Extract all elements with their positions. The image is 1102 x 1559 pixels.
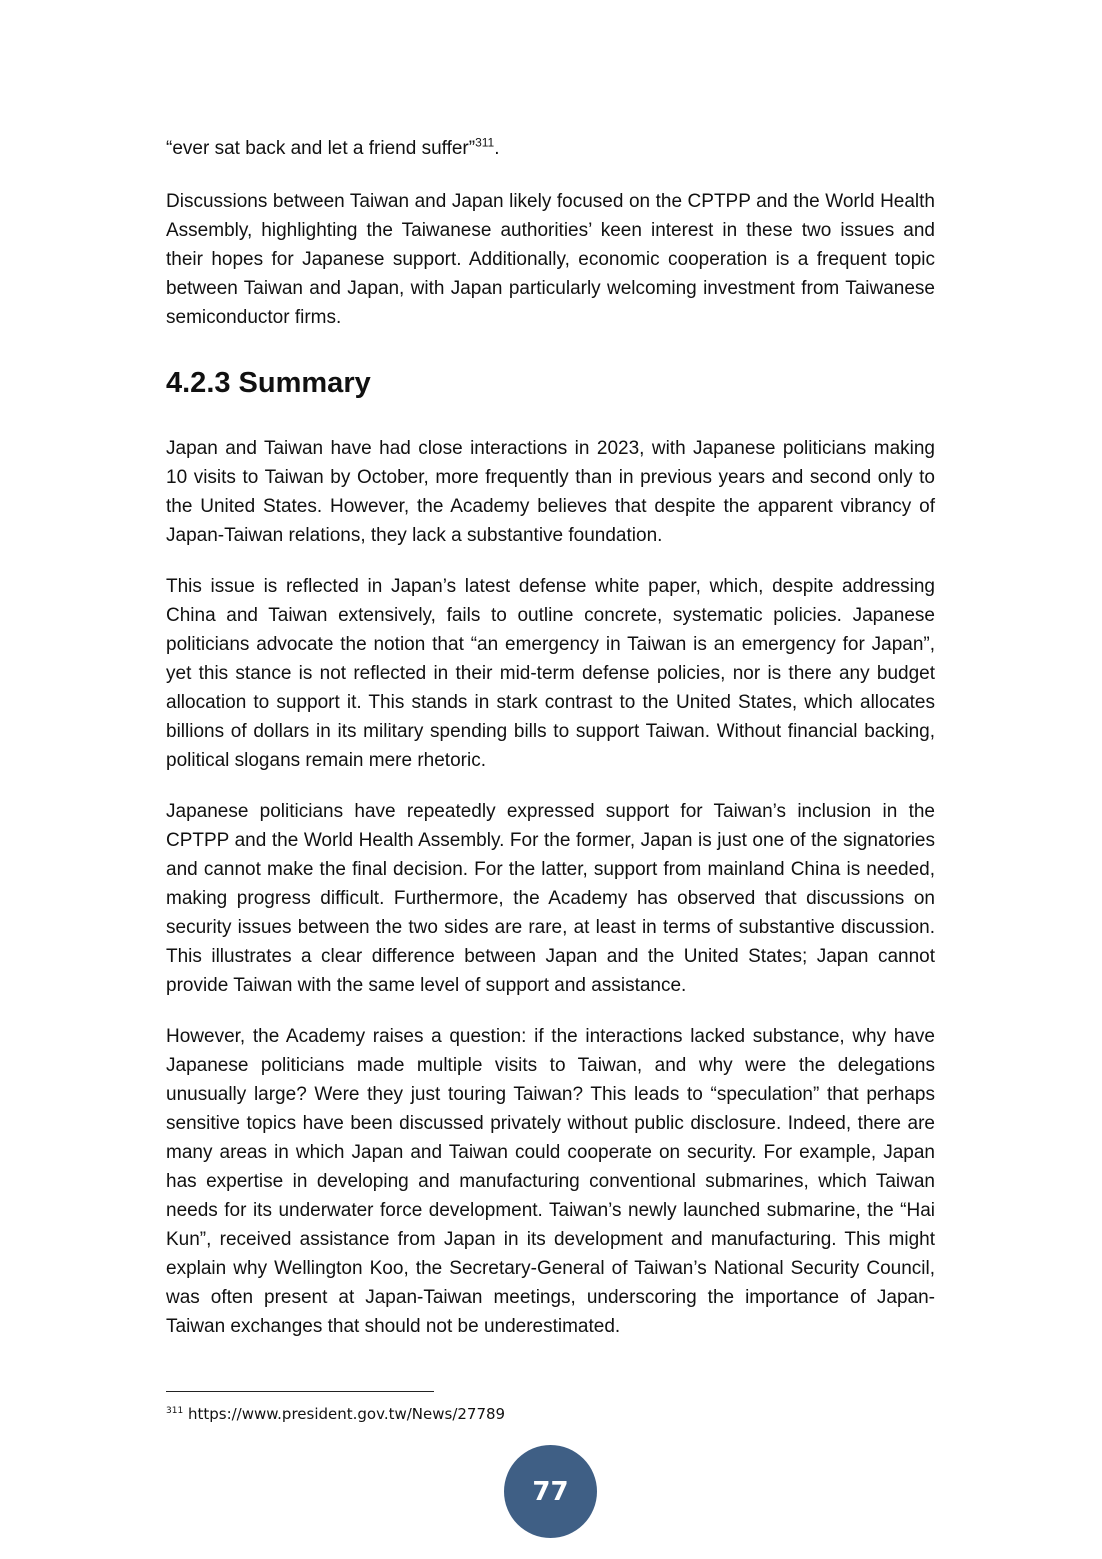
section-heading: 4.2.3 Summary <box>166 367 371 399</box>
footnote-separator <box>166 1391 434 1392</box>
paragraph: Discussions between Taiwan and Japan likely focused on the CPTPP and the World Health Assembly, highlighting the Taiwanese authorities’ keen interest in these two issues and their hopes for Japanese support. Additionally, economic cooperation is a frequent topic between Taiwan and Japan, with Japan particularly welcoming investment from Taiwanese semiconductor firms. <box>166 191 935 328</box>
page-number: 77 <box>532 1476 569 1507</box>
footnote-reference[interactable]: 311 <box>475 135 495 150</box>
paragraph: However, the Academy raises a question: if the interactions lacked substance, why have Japanese politicians made multiple visits to Taiwan, and why were the delegations unusually large? Were they just touring Taiwan? This leads to “speculation” that perhaps sensitive topics have been discussed privately without public disclosure. Indeed, there are many areas in which Japan and Taiwan could cooperate on security. For example, Japan has expertise in developing and manufacturing conventional submarines, which Taiwan needs for its underwater force development. Taiwan’s newly launched submarine, the “Hai Kun”, received assistance from Japan in its development and manufacturing. This might explain why Wellington Koo, the Secretary-General of Taiwan’s National Security Council, was often present at Japan-Taiwan meetings, underscoring the importance of Japan-Taiwan exchanges that should not be underestimated. <box>166 1026 935 1337</box>
page-body <box>166 134 935 1363</box>
page-number-badge <box>504 1445 597 1538</box>
continuation-end: . <box>494 138 500 159</box>
paragraph: Japanese politicians have repeatedly expressed support for Taiwan’s inclusion in the CPTPP and the World Health Assembly. For the former, Japan is just one of the signatories and cannot make the final decision. For the latter, support from mainland China is needed, making progress difficult. Furthermore, the Academy has observed that discussions on security issues between the two sides are rare, at least in terms of substantive discussion. This illustrates a clear difference between Japan and the United States; Japan cannot provide Taiwan with the same level of support and assistance. <box>166 801 935 996</box>
footnote-link[interactable]: https://www.president.gov.tw/News/27789 <box>187 1405 506 1423</box>
paragraph: Japan and Taiwan have had close interactions in 2023, with Japanese politicians making 10 visits to Taiwan by October, more frequently than in previous years and second only to the United States. However, the Academy believes that despite the apparent vibrancy of Japan-Taiwan relations, they lack a substantive foundation. <box>166 438 935 546</box>
footnote-number: 311 <box>166 1406 184 1416</box>
continuation-text: “ever sat back and let a friend suffer” <box>166 138 476 159</box>
paragraph: This issue is reflected in Japan’s latest defense white paper, which, despite addressing China and Taiwan extensively, fails to outline concrete, systematic policies. Japanese politicians advocate the notion that “an emergency in Taiwan is an emergency for Japan”, yet this stance is not reflected in their mid-term defense policies, nor is there any budget allocation to support it. This stands in stark contrast to the United States, which allocates billions of dollars in its military spending bills to support Taiwan. Without financial backing, political slogans remain mere rhetoric. <box>166 576 935 771</box>
continuation-paragraph <box>166 134 935 163</box>
footnote <box>166 1405 505 1423</box>
